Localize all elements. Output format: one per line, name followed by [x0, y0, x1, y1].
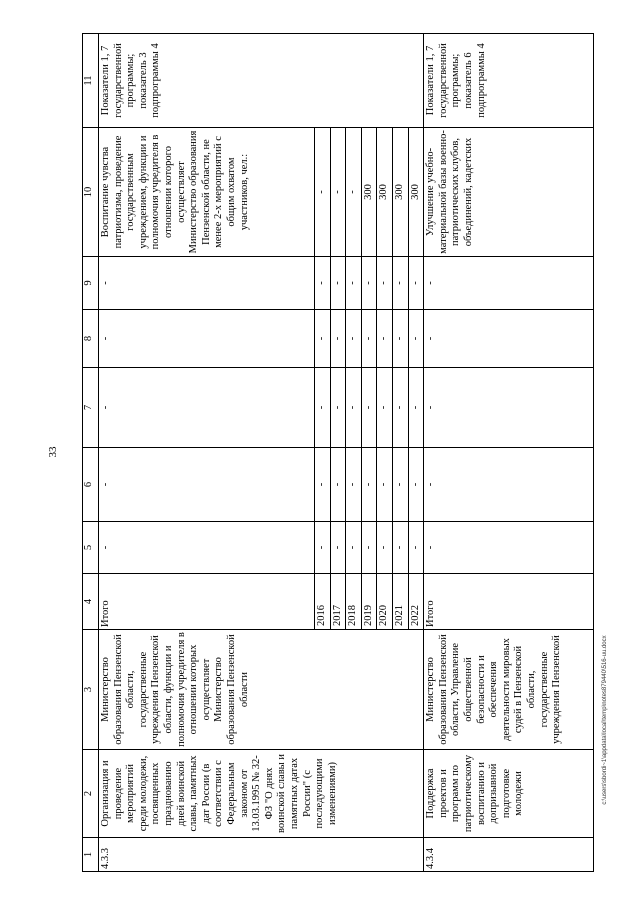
footer-file-path: c:\users\sbordi~1\appdata\local\temp\notes879440\516-uu.docx — [602, 635, 608, 805]
indicator: Показатели 1, 7 государственной программы; показатель 3 подпрограммы 4 — [99, 34, 424, 128]
year-label: 2016 — [315, 574, 331, 630]
cell-value: - — [315, 368, 331, 448]
cell-value: - — [346, 522, 362, 574]
participants-value: 300 — [392, 128, 408, 257]
cell-value: - — [330, 448, 346, 522]
cell-value: - — [392, 522, 408, 574]
col-header-2: 2 — [83, 750, 99, 838]
row-number: 4.3.3 — [99, 838, 424, 872]
cell-value: - — [99, 310, 315, 368]
cell-value: - — [424, 257, 594, 310]
cell-value: - — [346, 368, 362, 448]
year-label: 2021 — [392, 574, 408, 630]
expected-result — [424, 128, 594, 257]
col-header-5: 5 — [83, 522, 99, 574]
cell-value: - — [408, 257, 424, 310]
cell-value: - — [392, 310, 408, 368]
rotated-table-area — [82, 34, 598, 872]
cell-value: - — [99, 448, 315, 522]
participants-value: - — [330, 128, 346, 257]
cell-value: - — [361, 257, 377, 310]
cell-value: - — [424, 522, 594, 574]
cell-value: - — [330, 368, 346, 448]
participants-value: - — [315, 128, 331, 257]
cell-value: - — [315, 310, 331, 368]
cell-value: - — [361, 310, 377, 368]
cell-value: - — [330, 257, 346, 310]
year-label: 2017 — [330, 574, 346, 630]
col-header-9: 9 — [83, 257, 99, 310]
cell-value: - — [392, 368, 408, 448]
cell-value: - — [377, 310, 393, 368]
cell-value: - — [424, 368, 594, 448]
executor-text: Министерство образования Пензенской области, Управление общественной безопасности и обеспечения деятельности мировых судей в Пензенской области, государственные учреждения Пензенской — [425, 634, 563, 745]
row-number: 4.3.4 — [424, 838, 594, 872]
col-header-4: 4 — [83, 574, 99, 630]
total-label: Итого — [99, 574, 315, 630]
cell-value: - — [424, 310, 594, 368]
cell-value: - — [392, 257, 408, 310]
participants-value: - — [346, 128, 362, 257]
col-header-11: 11 — [83, 34, 99, 128]
cell-value: - — [346, 310, 362, 368]
expected-result: Воспитание чувства патриотизма, проведение государственным учреждением, функции и полномочия учредителя в отношении которого осуществляет Министерство образования Пензенской области, не менее 2-х мероприятий с общим охватом участников, чел.: — [99, 128, 315, 257]
cell-value: - — [99, 522, 315, 574]
cell-value: - — [392, 448, 408, 522]
table-row — [99, 34, 315, 872]
total-label: Итого — [424, 574, 594, 630]
cell-value: - — [330, 310, 346, 368]
activity-title-text: Поддержка проектов и программ по патриотическому воспитанию и допризывной подготовке молодежи — [425, 754, 525, 833]
executor: Министерство образования Пензенской области, государственные учреждения Пензенской области, функции и полномочия учредителя в отношении которых осуществляет Министерство образования Пензенской области — [99, 630, 424, 750]
year-label: 2019 — [361, 574, 377, 630]
cell-value: - — [361, 448, 377, 522]
cell-value: - — [99, 257, 315, 310]
cell-value: - — [377, 257, 393, 310]
cell-value: - — [377, 522, 393, 574]
year-label: 2018 — [346, 574, 362, 630]
cell-value: - — [346, 257, 362, 310]
year-label: 2022 — [408, 574, 424, 630]
expected-result-text: Улучшение учебно-материальной базы военно-патриотических клубов, объединений, кадетских — [425, 130, 474, 254]
col-header-8: 8 — [83, 310, 99, 368]
col-header-1: 1 — [83, 838, 99, 872]
cell-value: - — [408, 368, 424, 448]
cell-value: - — [377, 448, 393, 522]
cell-value: - — [99, 368, 315, 448]
indicator — [424, 34, 594, 128]
year-label: 2020 — [377, 574, 393, 630]
col-header-7: 7 — [83, 368, 99, 448]
participants-value: 300 — [408, 128, 424, 257]
page-number: 33 — [47, 446, 59, 458]
program-activities-table — [82, 33, 594, 872]
col-header-3: 3 — [83, 630, 99, 750]
cell-value: - — [330, 522, 346, 574]
participants-value: 300 — [361, 128, 377, 257]
activity-title: Организация и проведение мероприятий среди молодежи, посвященных празднованию дней воинской славы, памятных дат России (в соответствии с Федеральным законом от 13.03.1995 № 32-ФЗ "О днях воинской славы и памятных датах России" (с последующими изменениями) — [99, 750, 424, 838]
col-header-6: 6 — [83, 448, 99, 522]
executor — [424, 630, 594, 750]
cell-value: - — [408, 448, 424, 522]
activity-title — [424, 750, 594, 838]
cell-value: - — [424, 448, 594, 522]
cell-value: - — [408, 310, 424, 368]
column-number-row — [83, 34, 99, 872]
cell-value: - — [408, 522, 424, 574]
participants-value: 300 — [377, 128, 393, 257]
cell-value: - — [315, 522, 331, 574]
cell-value: - — [315, 257, 331, 310]
cell-value: - — [377, 368, 393, 448]
table-row — [424, 34, 594, 872]
cell-value: - — [315, 448, 331, 522]
cell-value: - — [361, 368, 377, 448]
cell-value: - — [361, 522, 377, 574]
col-header-10: 10 — [83, 128, 99, 257]
indicator-text: Показатели 1, 7 государственной программы; показатель 6 подпрограммы 4 — [425, 43, 487, 118]
cell-value: - — [346, 448, 362, 522]
